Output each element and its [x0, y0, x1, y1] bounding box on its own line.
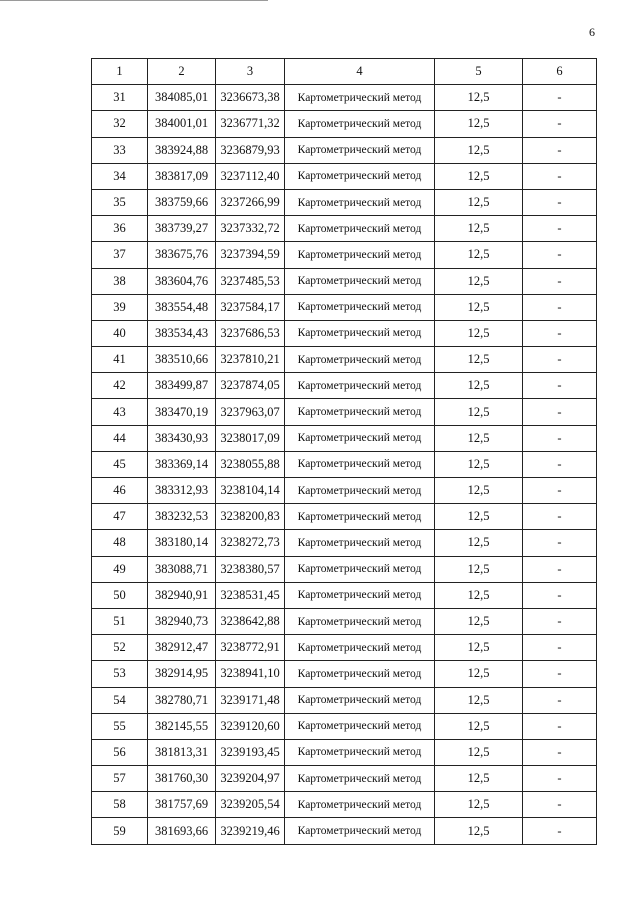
table-row — [92, 216, 597, 242]
extra-cell: - — [523, 766, 597, 792]
y-coordinate-cell: 3237874,05 — [216, 373, 285, 399]
extra-cell: - — [523, 661, 597, 687]
accuracy-cell: 12,5 — [435, 766, 523, 792]
method-cell: Картометрический метод — [285, 478, 435, 504]
extra-cell: - — [523, 163, 597, 189]
method-cell: Картометрический метод — [285, 242, 435, 268]
accuracy-cell: 12,5 — [435, 268, 523, 294]
y-coordinate-cell: 3238104,14 — [216, 478, 285, 504]
table-row — [92, 373, 597, 399]
y-coordinate-cell: 3237686,53 — [216, 320, 285, 346]
point-number-cell: 59 — [92, 818, 148, 844]
point-number-cell: 32 — [92, 111, 148, 137]
table-row — [92, 582, 597, 608]
method-cell: Картометрический метод — [285, 216, 435, 242]
y-coordinate-cell: 3238055,88 — [216, 451, 285, 477]
header-cell-1: 1 — [92, 59, 148, 85]
y-coordinate-cell: 3238017,09 — [216, 425, 285, 451]
point-number-cell: 52 — [92, 635, 148, 661]
x-coordinate-cell: 383232,53 — [148, 504, 216, 530]
method-cell: Картометрический метод — [285, 556, 435, 582]
x-coordinate-cell: 383759,66 — [148, 189, 216, 215]
point-number-cell: 50 — [92, 582, 148, 608]
point-number-cell: 33 — [92, 137, 148, 163]
extra-cell: - — [523, 739, 597, 765]
y-coordinate-cell: 3237332,72 — [216, 216, 285, 242]
y-coordinate-cell: 3237584,17 — [216, 294, 285, 320]
point-number-cell: 34 — [92, 163, 148, 189]
table-row — [92, 713, 597, 739]
accuracy-cell: 12,5 — [435, 425, 523, 451]
point-number-cell: 48 — [92, 530, 148, 556]
table-row — [92, 818, 597, 844]
point-number-cell: 57 — [92, 766, 148, 792]
table-row — [92, 739, 597, 765]
method-cell: Картометрический метод — [285, 608, 435, 634]
point-number-cell: 37 — [92, 242, 148, 268]
accuracy-cell: 12,5 — [435, 792, 523, 818]
y-coordinate-cell: 3238200,83 — [216, 504, 285, 530]
x-coordinate-cell: 381757,69 — [148, 792, 216, 818]
accuracy-cell: 12,5 — [435, 687, 523, 713]
accuracy-cell: 12,5 — [435, 530, 523, 556]
x-coordinate-cell: 383180,14 — [148, 530, 216, 556]
y-coordinate-cell: 3238772,91 — [216, 635, 285, 661]
extra-cell: - — [523, 425, 597, 451]
point-number-cell: 41 — [92, 347, 148, 373]
point-number-cell: 47 — [92, 504, 148, 530]
y-coordinate-cell: 3238272,73 — [216, 530, 285, 556]
accuracy-cell: 12,5 — [435, 111, 523, 137]
extra-cell: - — [523, 582, 597, 608]
accuracy-cell: 12,5 — [435, 216, 523, 242]
accuracy-cell: 12,5 — [435, 451, 523, 477]
y-coordinate-cell: 3238531,45 — [216, 582, 285, 608]
table-header-row — [92, 59, 597, 85]
accuracy-cell: 12,5 — [435, 399, 523, 425]
extra-cell: - — [523, 530, 597, 556]
table-row — [92, 635, 597, 661]
y-coordinate-cell: 3237485,53 — [216, 268, 285, 294]
x-coordinate-cell: 383369,14 — [148, 451, 216, 477]
table-row — [92, 189, 597, 215]
point-number-cell: 35 — [92, 189, 148, 215]
header-cell-5: 5 — [435, 59, 523, 85]
extra-cell: - — [523, 294, 597, 320]
x-coordinate-cell: 382940,73 — [148, 608, 216, 634]
method-cell: Картометрический метод — [285, 818, 435, 844]
table-row — [92, 504, 597, 530]
table-row — [92, 687, 597, 713]
table-row — [92, 111, 597, 137]
table-row — [92, 661, 597, 687]
x-coordinate-cell: 383554,48 — [148, 294, 216, 320]
method-cell: Картометрический метод — [285, 347, 435, 373]
accuracy-cell: 12,5 — [435, 163, 523, 189]
method-cell: Картометрический метод — [285, 373, 435, 399]
x-coordinate-cell: 383534,43 — [148, 320, 216, 346]
method-cell: Картометрический метод — [285, 661, 435, 687]
method-cell: Картометрический метод — [285, 111, 435, 137]
accuracy-cell: 12,5 — [435, 608, 523, 634]
y-coordinate-cell: 3236673,38 — [216, 85, 285, 111]
point-number-cell: 53 — [92, 661, 148, 687]
x-coordinate-cell: 383739,27 — [148, 216, 216, 242]
extra-cell: - — [523, 111, 597, 137]
accuracy-cell: 12,5 — [435, 504, 523, 530]
method-cell: Картометрический метод — [285, 294, 435, 320]
y-coordinate-cell: 3239205,54 — [216, 792, 285, 818]
point-number-cell: 40 — [92, 320, 148, 346]
accuracy-cell: 12,5 — [435, 137, 523, 163]
accuracy-cell: 12,5 — [435, 661, 523, 687]
point-number-cell: 31 — [92, 85, 148, 111]
header-cell-6: 6 — [523, 59, 597, 85]
extra-cell: - — [523, 504, 597, 530]
point-number-cell: 58 — [92, 792, 148, 818]
accuracy-cell: 12,5 — [435, 713, 523, 739]
header-cell-4: 4 — [285, 59, 435, 85]
y-coordinate-cell: 3237112,40 — [216, 163, 285, 189]
method-cell: Картометрический метод — [285, 582, 435, 608]
point-number-cell: 55 — [92, 713, 148, 739]
table-body — [92, 85, 597, 844]
method-cell: Картометрический метод — [285, 530, 435, 556]
x-coordinate-cell: 383510,66 — [148, 347, 216, 373]
accuracy-cell: 12,5 — [435, 818, 523, 844]
point-number-cell: 44 — [92, 425, 148, 451]
y-coordinate-cell: 3239219,46 — [216, 818, 285, 844]
accuracy-cell: 12,5 — [435, 347, 523, 373]
accuracy-cell: 12,5 — [435, 294, 523, 320]
table-row — [92, 478, 597, 504]
extra-cell: - — [523, 478, 597, 504]
point-number-cell: 51 — [92, 608, 148, 634]
y-coordinate-cell: 3239171,48 — [216, 687, 285, 713]
accuracy-cell: 12,5 — [435, 739, 523, 765]
x-coordinate-cell: 383924,88 — [148, 137, 216, 163]
accuracy-cell: 12,5 — [435, 478, 523, 504]
extra-cell: - — [523, 451, 597, 477]
table-row — [92, 792, 597, 818]
extra-cell: - — [523, 85, 597, 111]
method-cell: Картометрический метод — [285, 713, 435, 739]
table-row — [92, 451, 597, 477]
method-cell: Картометрический метод — [285, 504, 435, 530]
x-coordinate-cell: 382914,95 — [148, 661, 216, 687]
accuracy-cell: 12,5 — [435, 242, 523, 268]
extra-cell: - — [523, 268, 597, 294]
y-coordinate-cell: 3238941,10 — [216, 661, 285, 687]
extra-cell: - — [523, 189, 597, 215]
y-coordinate-cell: 3239204,97 — [216, 766, 285, 792]
method-cell: Картометрический метод — [285, 425, 435, 451]
table-row — [92, 294, 597, 320]
header-cell-3: 3 — [216, 59, 285, 85]
y-coordinate-cell: 3239120,60 — [216, 713, 285, 739]
point-number-cell: 56 — [92, 739, 148, 765]
extra-cell: - — [523, 635, 597, 661]
point-number-cell: 38 — [92, 268, 148, 294]
x-coordinate-cell: 383604,76 — [148, 268, 216, 294]
point-number-cell: 54 — [92, 687, 148, 713]
x-coordinate-cell: 384001,01 — [148, 111, 216, 137]
y-coordinate-cell: 3236771,32 — [216, 111, 285, 137]
extra-cell: - — [523, 137, 597, 163]
extra-cell: - — [523, 216, 597, 242]
point-number-cell: 42 — [92, 373, 148, 399]
x-coordinate-cell: 381693,66 — [148, 818, 216, 844]
table-row — [92, 268, 597, 294]
point-number-cell: 39 — [92, 294, 148, 320]
table-row — [92, 85, 597, 111]
extra-cell: - — [523, 608, 597, 634]
extra-cell: - — [523, 556, 597, 582]
method-cell: Картометрический метод — [285, 320, 435, 346]
page-number: 6 — [589, 25, 595, 39]
accuracy-cell: 12,5 — [435, 582, 523, 608]
table-row — [92, 766, 597, 792]
x-coordinate-cell: 383470,19 — [148, 399, 216, 425]
x-coordinate-cell: 383675,76 — [148, 242, 216, 268]
table-row — [92, 137, 597, 163]
extra-cell: - — [523, 399, 597, 425]
y-coordinate-cell: 3237963,07 — [216, 399, 285, 425]
header-cell-2: 2 — [148, 59, 216, 85]
x-coordinate-cell: 383499,87 — [148, 373, 216, 399]
x-coordinate-cell: 384085,01 — [148, 85, 216, 111]
y-coordinate-cell: 3237394,59 — [216, 242, 285, 268]
accuracy-cell: 12,5 — [435, 635, 523, 661]
x-coordinate-cell: 381813,31 — [148, 739, 216, 765]
method-cell: Картометрический метод — [285, 85, 435, 111]
accuracy-cell: 12,5 — [435, 85, 523, 111]
method-cell: Картометрический метод — [285, 189, 435, 215]
table-row — [92, 556, 597, 582]
accuracy-cell: 12,5 — [435, 373, 523, 399]
x-coordinate-cell: 383312,93 — [148, 478, 216, 504]
y-coordinate-cell: 3236879,93 — [216, 137, 285, 163]
x-coordinate-cell: 382912,47 — [148, 635, 216, 661]
table-row — [92, 608, 597, 634]
method-cell: Картометрический метод — [285, 137, 435, 163]
y-coordinate-cell: 3238380,57 — [216, 556, 285, 582]
extra-cell: - — [523, 373, 597, 399]
y-coordinate-cell: 3238642,88 — [216, 608, 285, 634]
top-rule — [0, 0, 268, 1]
x-coordinate-cell: 382780,71 — [148, 687, 216, 713]
method-cell: Картометрический метод — [285, 451, 435, 477]
method-cell: Картометрический метод — [285, 163, 435, 189]
table-row — [92, 399, 597, 425]
x-coordinate-cell: 382940,91 — [148, 582, 216, 608]
table-row — [92, 242, 597, 268]
table-row — [92, 425, 597, 451]
method-cell: Картометрический метод — [285, 739, 435, 765]
method-cell: Картометрический метод — [285, 766, 435, 792]
extra-cell: - — [523, 242, 597, 268]
point-number-cell: 46 — [92, 478, 148, 504]
table-row — [92, 530, 597, 556]
point-number-cell: 45 — [92, 451, 148, 477]
accuracy-cell: 12,5 — [435, 556, 523, 582]
x-coordinate-cell: 381760,30 — [148, 766, 216, 792]
extra-cell: - — [523, 347, 597, 373]
x-coordinate-cell: 382145,55 — [148, 713, 216, 739]
extra-cell: - — [523, 687, 597, 713]
point-number-cell: 43 — [92, 399, 148, 425]
y-coordinate-cell: 3239193,45 — [216, 739, 285, 765]
table-row — [92, 320, 597, 346]
method-cell: Картометрический метод — [285, 268, 435, 294]
method-cell: Картометрический метод — [285, 687, 435, 713]
extra-cell: - — [523, 818, 597, 844]
accuracy-cell: 12,5 — [435, 320, 523, 346]
point-number-cell: 36 — [92, 216, 148, 242]
extra-cell: - — [523, 792, 597, 818]
x-coordinate-cell: 383088,71 — [148, 556, 216, 582]
method-cell: Картометрический метод — [285, 399, 435, 425]
extra-cell: - — [523, 320, 597, 346]
accuracy-cell: 12,5 — [435, 189, 523, 215]
y-coordinate-cell: 3237266,99 — [216, 189, 285, 215]
x-coordinate-cell: 383817,09 — [148, 163, 216, 189]
method-cell: Картометрический метод — [285, 635, 435, 661]
point-number-cell: 49 — [92, 556, 148, 582]
x-coordinate-cell: 383430,93 — [148, 425, 216, 451]
table-row — [92, 163, 597, 189]
table-row — [92, 347, 597, 373]
coordinates-table — [91, 58, 597, 845]
extra-cell: - — [523, 713, 597, 739]
method-cell: Картометрический метод — [285, 792, 435, 818]
y-coordinate-cell: 3237810,21 — [216, 347, 285, 373]
